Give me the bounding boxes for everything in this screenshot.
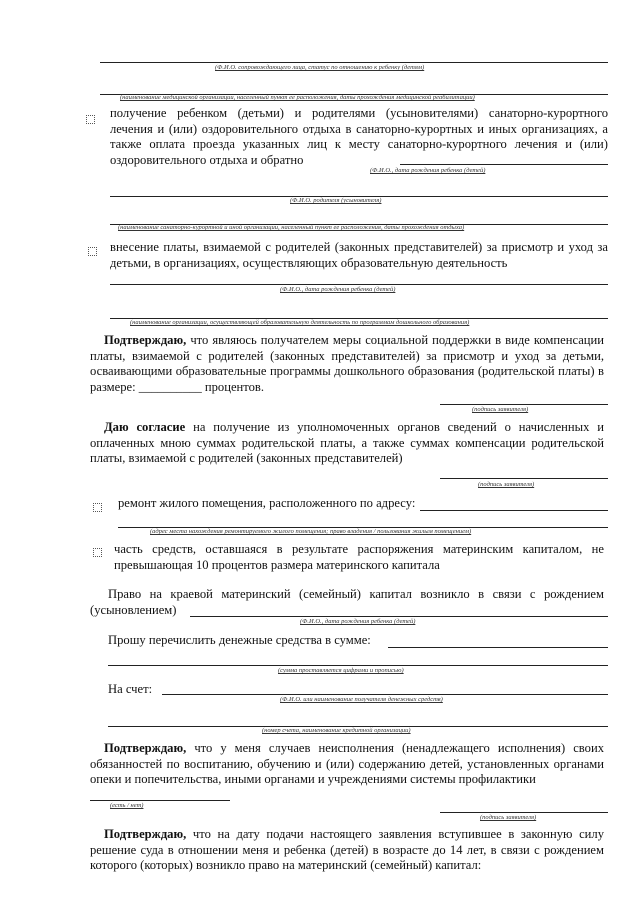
caption-repair: (адрес места нахождения ремонтируемого жилого помещения; право владения / пользования жилым помещением)	[150, 528, 472, 535]
consent-text: на получение из уполномоченных органов сведений о начисленных и оплаченных мною суммах родительской платы, а также суммах компенсации родительской платы, взимаемой с родителей (законных представителей)	[90, 420, 605, 465]
right-line[interactable]	[190, 616, 608, 617]
consent-sign-line[interactable]	[440, 478, 608, 479]
repair-text: ремонт жилого помещения, расположенного по адресу:	[118, 496, 416, 510]
sanatorium-child-line[interactable]	[400, 164, 608, 165]
transfer-sum-line[interactable]	[388, 647, 608, 648]
confirm2-bold: Подтверждаю,	[104, 741, 187, 755]
confirm3-bold: Подтверждаю,	[104, 827, 187, 841]
confirm1-paragraph	[90, 333, 604, 395]
repair-checkbox[interactable]	[93, 503, 102, 512]
consent-bold: Даю согласие	[104, 420, 186, 434]
part-text: часть средств, оставшаяся в результате распоряжения материнским капиталом, не превышающая 10 процентов размера материнского капитала	[114, 542, 604, 572]
caption-escort: (Ф.И.О. сопровождающего лица, статус по отношению к ребенку (детям)	[215, 64, 425, 71]
sanatorium-text: получение ребенком (детьми) и родителями (усыновителями) санаторно-курортного лечения и (или) оздоровительного отдыха в санаторно-курортных и иных организациях, а также оплата проезда указанных лиц к месту санаторно-курортного лечения и (или) оздоровительного отдыха и обратно	[110, 106, 608, 167]
part-checkbox[interactable]	[93, 548, 102, 557]
caption-confirm1-sign: (подпись заявителя)	[472, 406, 529, 413]
caption-medorg: (наименование медицинской организации, населенный пункт ее расположения, даты прохождения медицинской реабилитации)	[120, 94, 475, 101]
caption-consent-sign: (подпись заявителя)	[478, 481, 535, 488]
repair-address-line[interactable]	[420, 510, 608, 511]
confirm2-sign-line[interactable]	[440, 812, 608, 813]
escort-line[interactable]	[100, 62, 608, 63]
right-text: Право на краевой материнский (семейный) капитал возникло в связи с рождением (усыновлением)	[90, 587, 604, 617]
consent-paragraph	[90, 420, 604, 467]
confirm2-paragraph	[90, 741, 604, 788]
caption-fee-org: (наименование организации, осуществляющей образовательную деятельность по программам дошкольного образования)	[130, 319, 470, 326]
confirm2-yesno-line[interactable]	[90, 800, 230, 801]
confirm1-text: что являюсь получателем меры социальной поддержки в виде компенсации платы, взимаемой с родителей (законных представителей) за присмотр и уход за детьми, осваивающими образовательные программы дошкольного образования (родительской платы) в размере: __________ процентов.	[90, 333, 604, 394]
caption-fee-child: (Ф.И.О., дата рождения ребенка (детей)	[280, 286, 396, 293]
caption-right: (Ф.И.О., дата рождения ребенка (детей)	[300, 618, 416, 625]
confirm3-text: что на дату подачи настоящего заявления вступившее в законную силу решение суда в отношении меня и ребенка (детей) в возрасте до 14 лет, в связи с рождением которого (которых) возникло право на материнский (семейный) капитал:	[90, 827, 604, 872]
caption-sanatorium-org: (наименование санаторно-курортной и иной организации, населенный пункт ее расположения, даты прохождения отдыха)	[118, 224, 465, 231]
confirm2-text: что у меня случаев неисполнения (ненадлежащего исполнения) своих обязанностей по воспитанию, обучению и (или) содержанию детей, установленных органами опеки и попечительства, иными органами и учреждениями системы профилактики	[90, 741, 604, 786]
confirm1-bold: Подтверждаю,	[104, 333, 187, 347]
confirm3-paragraph	[90, 827, 604, 874]
account-label: На счет:	[108, 682, 153, 696]
fee-child-line[interactable]	[110, 284, 608, 285]
fee-checkbox[interactable]	[88, 247, 97, 256]
sanatorium-checkbox[interactable]	[86, 115, 95, 124]
transfer-sum-line-2[interactable]	[108, 665, 608, 666]
confirm1-sign-line[interactable]	[440, 404, 608, 405]
account-holder-line[interactable]	[162, 694, 608, 695]
caption-account-holder: (Ф.И.О. или наименование получателя денежных средств)	[280, 696, 443, 703]
caption-sanatorium-child: (Ф.И.О., дата рождения ребенка (детей)	[370, 167, 486, 174]
caption-transfer: (сумма проставляется цифрами и прописью)	[278, 667, 404, 674]
caption-account-number: (номер счета, наименование кредитной организации)	[262, 727, 411, 734]
caption-sanatorium-parent: (Ф.И.О. родителя (усыновителя)	[290, 197, 382, 204]
transfer-label: Прошу перечислить денежные средства в сумме:	[108, 633, 371, 647]
caption-confirm2-yesno: (есть / нет)	[110, 802, 144, 809]
caption-confirm2-sign: (подпись заявителя)	[480, 814, 537, 821]
fee-text: внесение платы, взимаемой с родителей (законных представителей) за присмотр и уход за детьми, в организациях, осуществляющих образовательную деятельность	[110, 240, 608, 270]
